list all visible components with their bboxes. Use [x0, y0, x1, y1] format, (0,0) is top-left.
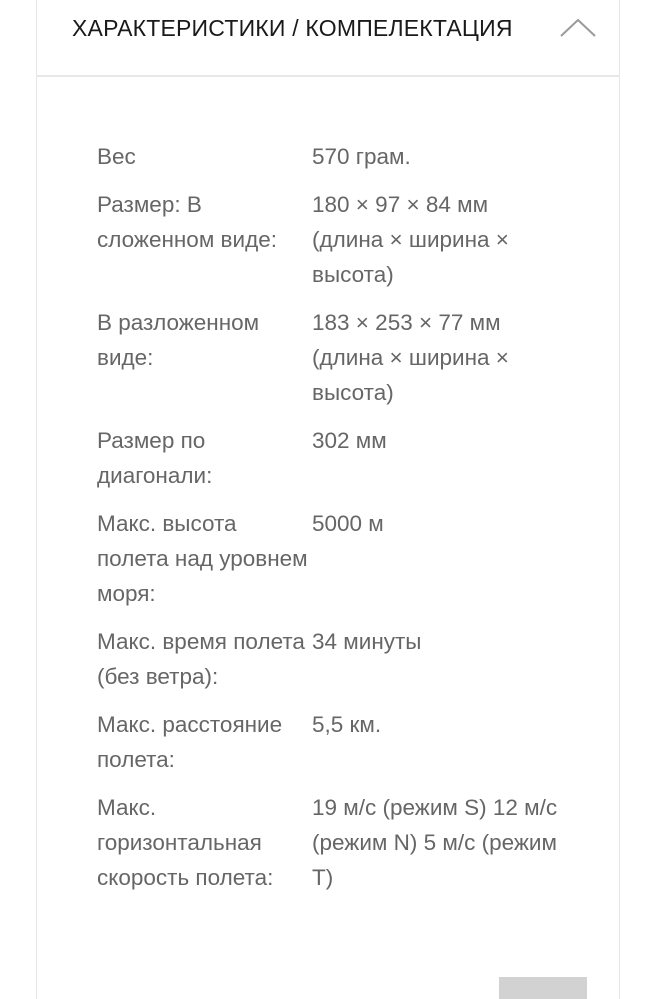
spec-row [97, 423, 577, 493]
accordion-title: ХАРАКТЕРИСТИКИ / КОМПЕЛЕКТАЦИЯ [72, 15, 513, 41]
spec-label: В разложенном виде: [97, 310, 260, 370]
accordion-header[interactable] [37, 0, 619, 77]
spec-label: Макс. высота полета над уровнем моря: [97, 511, 308, 606]
spec-value: 34 минуты [312, 629, 422, 654]
spec-row [97, 624, 577, 694]
spec-value: 5,5 км. [312, 712, 382, 737]
spec-value: 5000 м [312, 511, 384, 536]
spec-row [97, 139, 577, 174]
spec-label: Вес [97, 144, 136, 169]
spec-row [97, 305, 577, 410]
spec-value: 183 × 253 × 77 мм (длина × ширина × высота) [312, 310, 509, 405]
spec-row [97, 707, 577, 777]
spec-label: Размер по диагонали: [97, 428, 213, 488]
scroll-to-top-button[interactable] [499, 977, 587, 999]
spec-value: 180 × 97 × 84 мм (длина × ширина × высота) [312, 192, 509, 287]
specs-card [36, 0, 620, 999]
spec-value: 19 м/с (режим S) 12 м/с (режим N) 5 м/с (режим T) [312, 795, 558, 890]
spec-label: Макс. время полета (без ветра): [97, 629, 305, 689]
spec-table [97, 139, 577, 908]
spec-label: Макс. расстояние полета: [97, 712, 283, 772]
spec-label: Размер: В сложенном виде: [97, 192, 277, 252]
spec-row [97, 506, 577, 611]
spec-row [97, 790, 577, 895]
spec-value: 570 грам. [312, 144, 411, 169]
spec-row [97, 187, 577, 292]
chevron-up-icon[interactable] [559, 17, 597, 39]
spec-value: 302 мм [312, 428, 387, 453]
spec-label: Макс. горизонтальная скорость полета: [97, 795, 274, 890]
